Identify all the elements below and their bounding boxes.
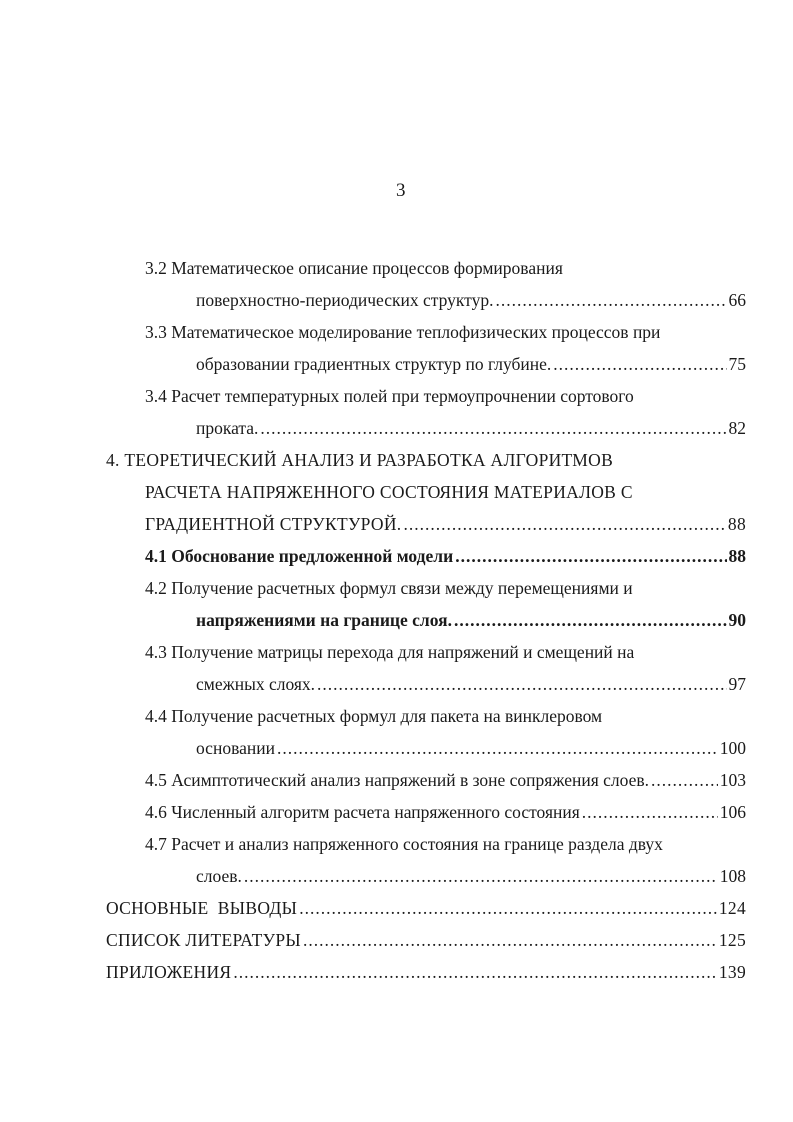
toc-entry-4-4-title: 4.4 Получение расчетных формул для пакета на винклеровом [145,706,603,726]
toc-entry-3-4-title: 3.4 Расчет температурных полей при термоупрочнении сортового [145,386,634,406]
toc-page-number: 88 [727,514,746,534]
toc-entry-3-2-title: 3.2 Математическое описание процессов формирования [145,258,563,278]
dot-leader [495,285,726,315]
toc-entry-references [106,925,746,955]
dot-leader [582,797,718,827]
toc-entry-text: проката. [196,418,259,438]
toc-entry-text: смежных слоях. [196,674,316,694]
dot-leader [455,541,726,571]
toc-entry-text: образовании градиентных структур по глубине. [196,354,552,374]
toc-entry-text: поверхностно-периодических структур. [196,290,494,310]
toc-entry-4-4-continuation [196,733,746,763]
dot-leader [317,669,726,699]
toc-entry-4-7-continuation [196,861,746,891]
toc-entry-appendices [106,957,746,987]
toc-entry-text: слоев. [196,866,242,886]
toc-entry-4-3-title: 4.3 Получение матрицы перехода для напряжений и смещений на [145,642,635,662]
toc-page-number: 90 [728,610,746,630]
dot-leader [651,765,718,795]
toc-page-number: 106 [719,802,746,822]
toc-page-number: 82 [728,418,746,438]
toc-page-number: 88 [728,546,746,566]
toc-chapter-4-line3 [145,509,746,539]
toc-entry-4-5 [145,765,746,795]
toc-entry-text: ПРИЛОЖЕНИЯ [106,962,232,982]
page-number: 3 [396,180,406,201]
toc-entry-3-3-title: 3.3 Математическое моделирование теплофизических процессов при [145,322,661,342]
dot-leader [403,509,725,539]
toc-page-number: 97 [728,674,746,694]
toc-chapter-4-title: 4. ТЕОРЕТИЧЕСКИЙ АНАЛИЗ И РАЗРАБОТКА АЛГОРИТМОВ [106,450,614,470]
dot-leader [303,925,717,955]
toc-entry-4-2-continuation [196,605,746,635]
toc-chapter-4-line2: РАСЧЕТА НАПРЯЖЕННОГО СОСТОЯНИЯ МАТЕРИАЛОВ С [145,482,633,502]
toc-entry-4-3-continuation [196,669,746,699]
toc-entry-4-2-title: 4.2 Получение расчетных формул связи между перемещениями и [145,578,633,598]
toc-entry-conclusions [106,893,746,923]
dot-leader [299,893,717,923]
toc-page-number: 103 [719,770,746,790]
toc-page-number: 108 [719,866,746,886]
toc-entry-text: основании [196,738,275,758]
dot-leader [233,957,716,987]
toc-entry-text: напряжениями на границе слоя. [196,610,452,630]
toc-entry-text: ГРАДИЕНТНОЙ СТРУКТУРОЙ. [145,514,402,534]
toc-page-number: 125 [718,930,746,950]
dot-leader [260,413,726,443]
toc-entry-text: 4.5 Асимптотический анализ напряжений в зоне сопряжения слоев. [145,770,649,790]
toc-page-number: 75 [728,354,746,374]
dot-leader [553,349,726,379]
toc-entry-text: СПИСОК ЛИТЕРАТУРЫ [106,930,301,950]
toc-page-number: 139 [718,962,746,982]
dot-leader [244,861,718,891]
dot-leader [454,605,727,635]
toc-entry-text: 4.1 Обоснование предложенной модели [145,546,454,566]
toc-page-number: 124 [718,898,746,918]
toc-entry-text: ОСНОВНЫЕ ВЫВОДЫ [106,898,298,918]
dot-leader [277,733,718,763]
toc-entry-3-3-continuation [196,349,746,379]
toc-entry-4-6 [145,797,746,827]
toc-page-number: 66 [728,290,746,310]
toc-entry-4-7-title: 4.7 Расчет и анализ напряженного состояния на границе раздела двух [145,834,663,854]
toc-entry-3-4-continuation [196,413,746,443]
toc-page-number: 100 [719,738,746,758]
toc-entry-4-1 [145,541,746,571]
toc-entry-text: 4.6 Численный алгоритм расчета напряженного состояния [145,802,580,822]
toc-entry-3-2-continuation [196,285,746,315]
